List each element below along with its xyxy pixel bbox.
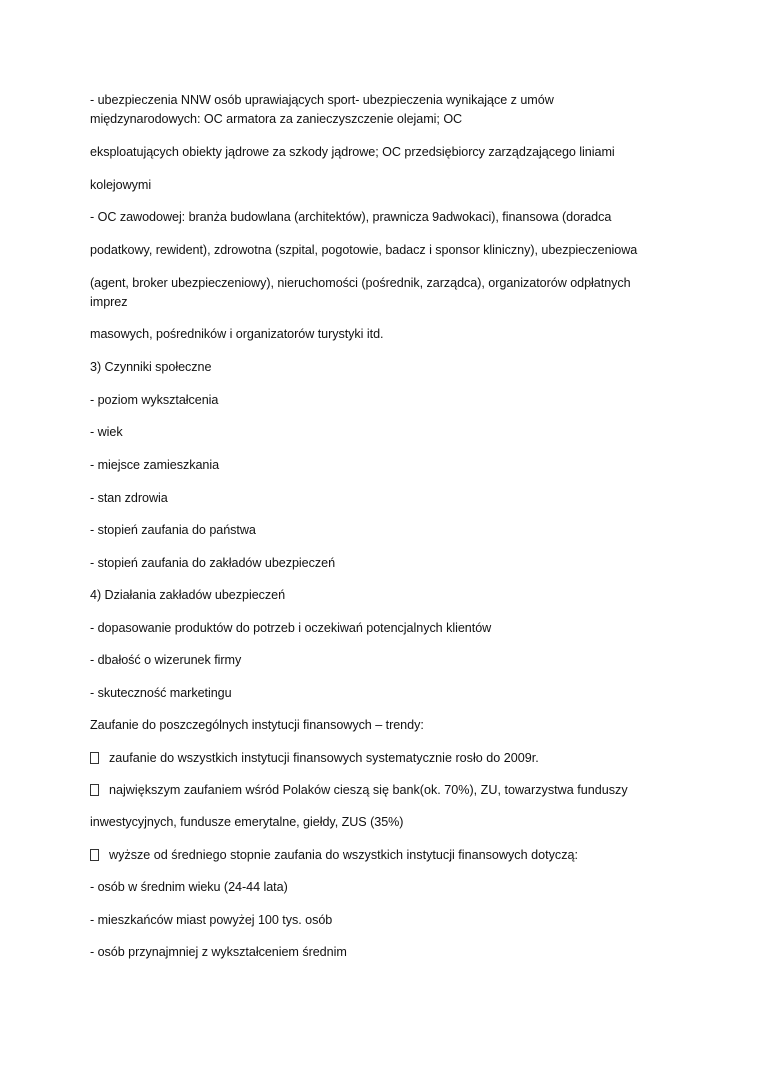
list-item: - dbałość o wizerunek firmy [90, 653, 242, 667]
bullet-item [90, 781, 628, 799]
text-line: eksploatujących obiekty jądrowe za szkody jądrowe; OC przedsiębiorcy zarządzającego liniami [90, 145, 615, 159]
text-line: kolejowymi [90, 178, 152, 192]
section-heading: Zaufanie do poszczególnych instytucji finansowych – trendy: [90, 718, 424, 732]
text-line: (agent, broker ubezpieczeniowy), nieruchomości (pośrednik, zarządca), organizatorów odpłatnych [90, 276, 631, 290]
bullet-text: największym zaufaniem wśród Polaków cieszą się bank(ok. 70%), ZU, towarzystwa funduszy [109, 783, 628, 797]
list-item: - miejsce zamieszkania [90, 458, 220, 472]
bullet-item [90, 749, 539, 767]
bullet-text: zaufanie do wszystkich instytucji finansowych systematycznie rosło do 2009r. [109, 751, 539, 765]
text-line: międzynarodowych: OC armatora za zanieczyszczenie olejami; OC [90, 112, 463, 126]
section-heading: 3) Czynniki społeczne [90, 360, 212, 374]
list-item: - osób przynajmniej z wykształceniem średnim [90, 945, 347, 959]
text-line: - OC zawodowej: branża budowlana (architektów), prawnicza 9adwokaci), finansowa (doradca [90, 210, 612, 224]
list-item: - stan zdrowia [90, 491, 168, 505]
list-item: - wiek [90, 425, 123, 439]
missing-glyph-icon [90, 784, 99, 796]
text-line: - ubezpieczenia NNW osób uprawiających sport- ubezpieczenia wynikające z umów [90, 93, 554, 107]
text-line: masowych, pośredników i organizatorów turystyki itd. [90, 327, 384, 341]
missing-glyph-icon [90, 849, 99, 861]
list-item: - stopień zaufania do zakładów ubezpieczeń [90, 556, 336, 570]
bullet-item [90, 846, 578, 864]
missing-glyph-icon [90, 752, 99, 764]
list-item: - osób w średnim wieku (24-44 lata) [90, 880, 288, 894]
text-line: inwestycyjnych, fundusze emerytalne, giełdy, ZUS (35%) [90, 815, 404, 829]
list-item: - dopasowanie produktów do potrzeb i oczekiwań potencjalnych klientów [90, 621, 492, 635]
bullet-text: wyższe od średniego stopnie zaufania do wszystkich instytucji finansowych dotyczą: [109, 848, 579, 862]
text-line: imprez [90, 295, 128, 309]
list-item: - skuteczność marketingu [90, 686, 232, 700]
text-line: podatkowy, rewident), zdrowotna (szpital, pogotowie, badacz i sponsor kliniczny), ubezpieczeniowa [90, 243, 638, 257]
list-item: - poziom wykształcenia [90, 393, 219, 407]
list-item: - mieszkańców miast powyżej 100 tys. osób [90, 913, 333, 927]
list-item: - stopień zaufania do państwa [90, 523, 256, 537]
section-heading: 4) Działania zakładów ubezpieczeń [90, 588, 286, 602]
